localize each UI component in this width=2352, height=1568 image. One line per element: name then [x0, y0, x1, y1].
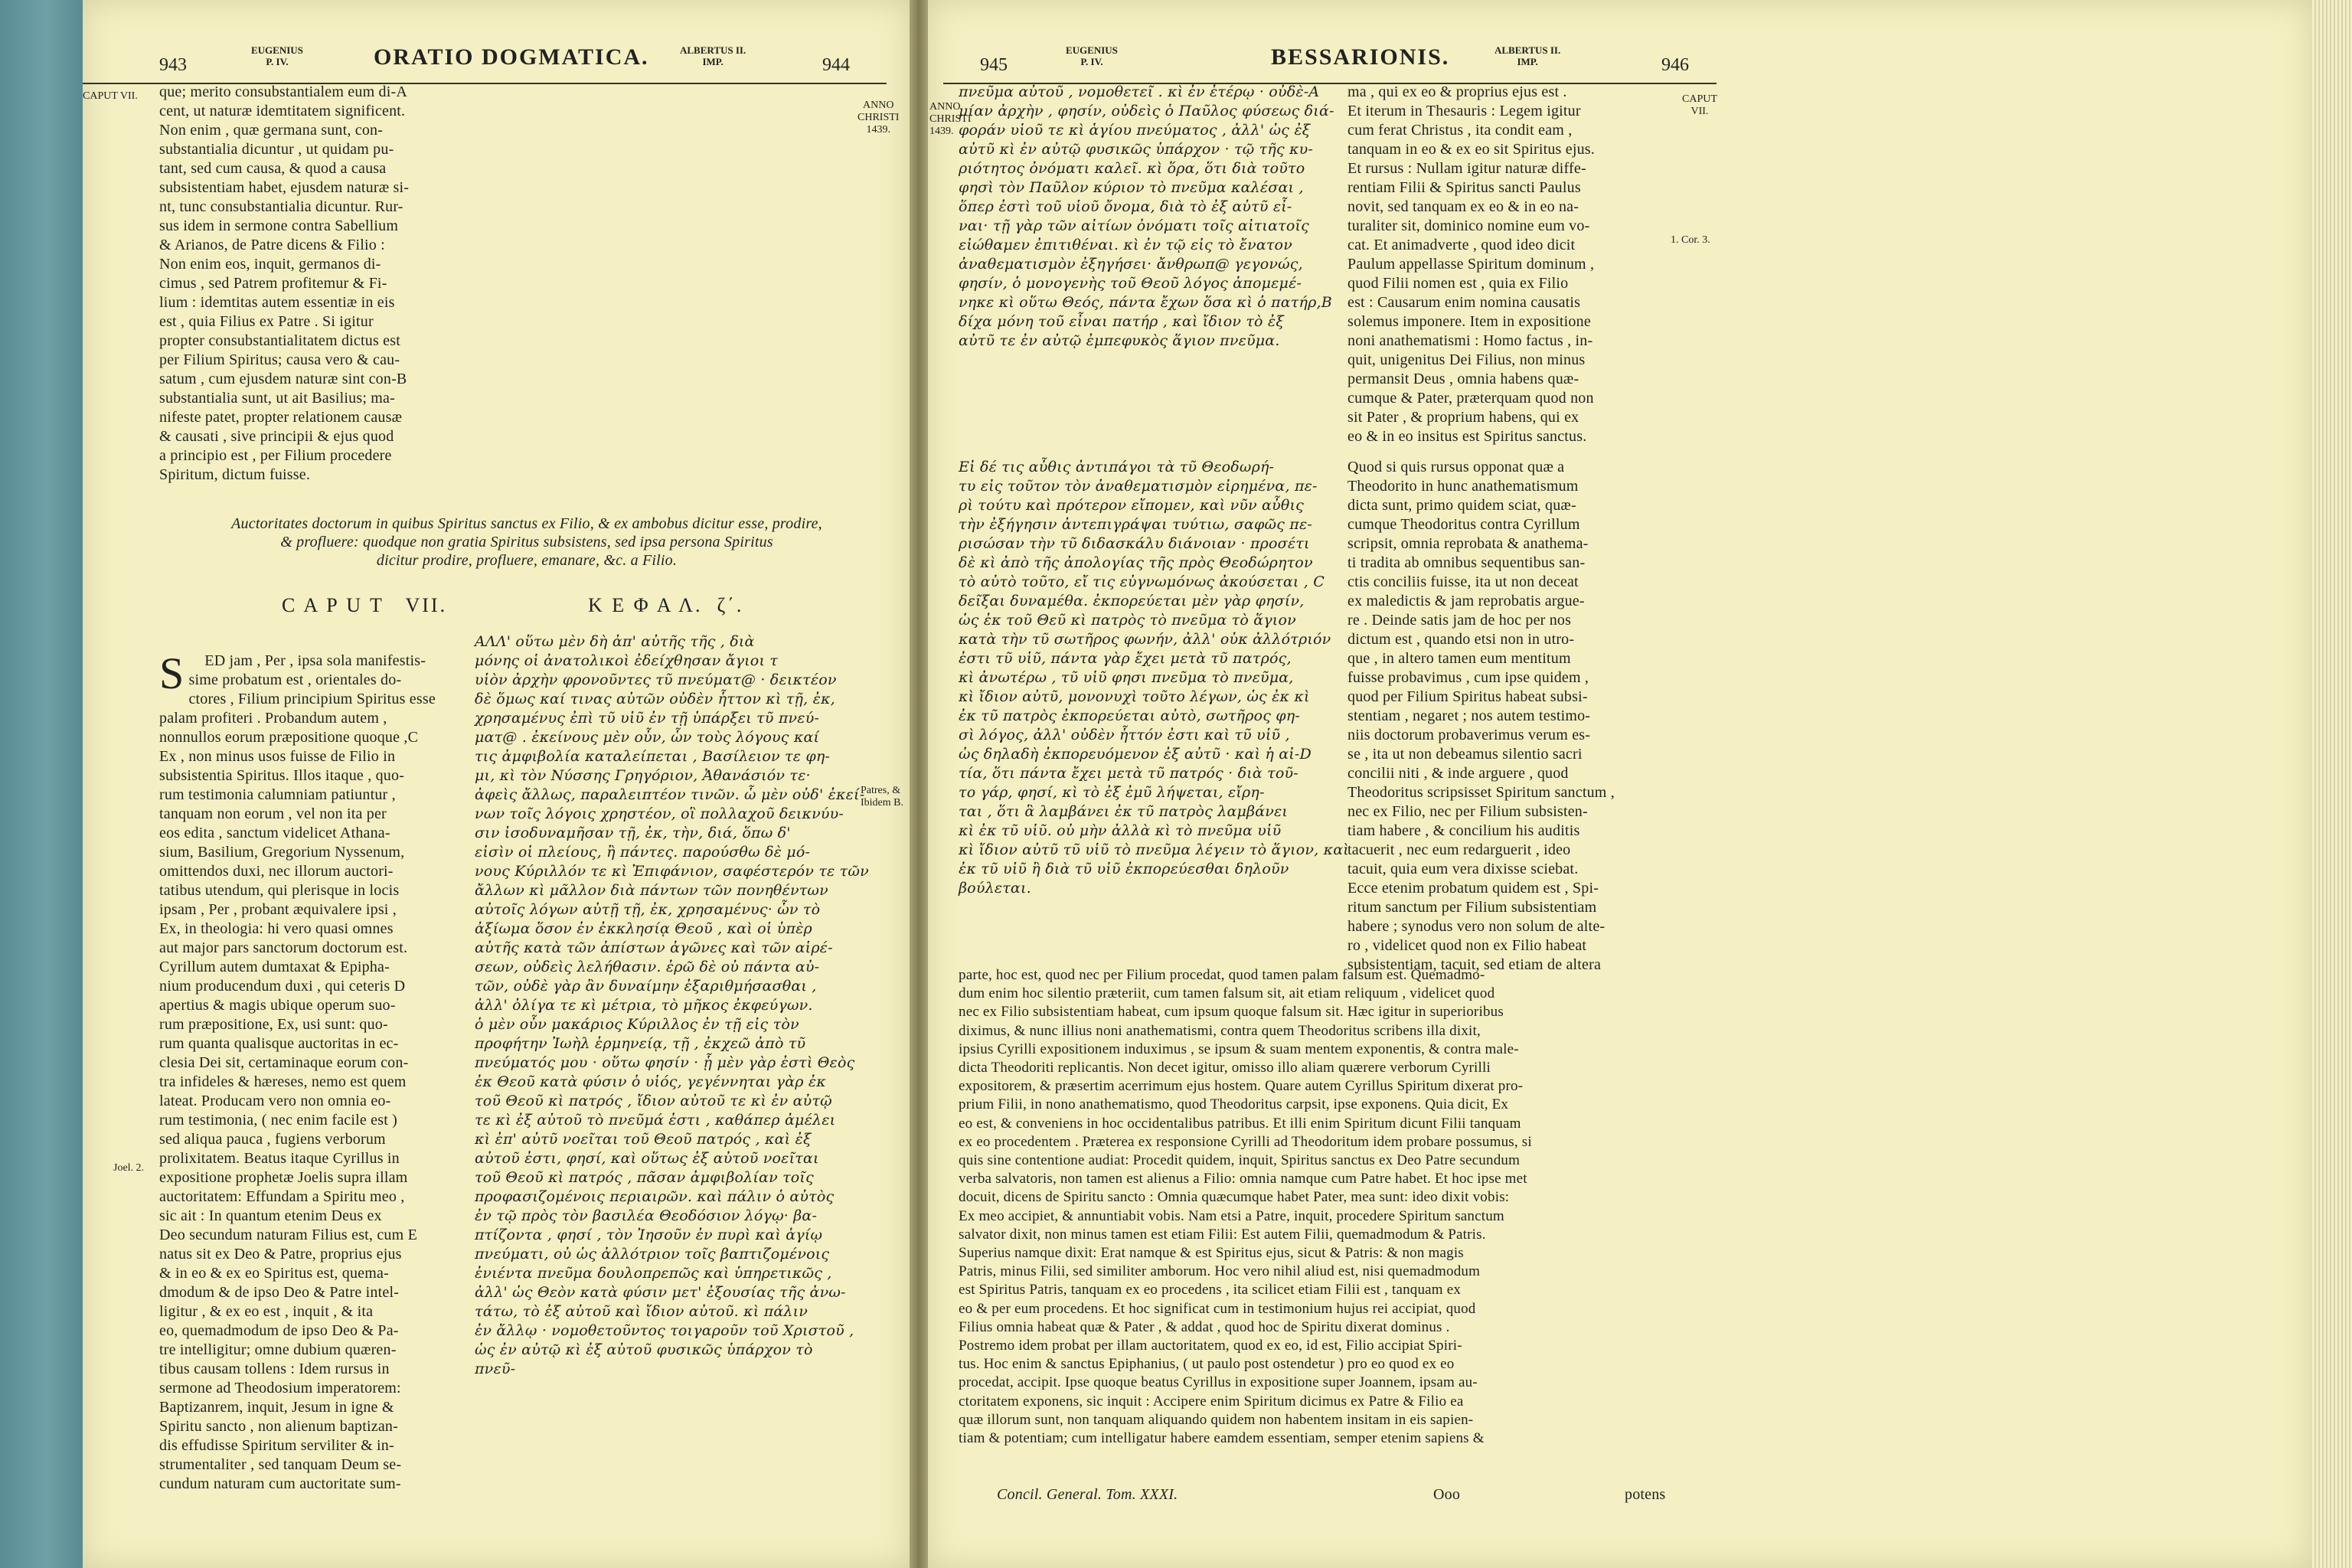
right-header-pope: EUGENIUS P. IV.: [1066, 44, 1118, 67]
left-latin-main-text: ED jam , Per , ipsa sola manifestis- sime probatum est , orientales do- ctores , Filium principium Spiritus esse palam profiteri . Probandum autem , nonnullos eorum præpositione quoque ,C Ex , non minus usos fuisse de Filio in subsistentia Spiritus. Illos itaque , quo- rum testimonia calumniam patiuntur , tanquam non eorum , vel non ita per eos edita , sanctum videlicet Athana- sium, Basilium, Gregorium Nyssenum, omittendos duxi, nec illorum auctori- tatibus utendum, qui plerisque in locis ipsam , Per , probant æquivalere ipsi , Ex, in theologia: hi vero quasi omnes aut major pars sanctorum doctorum est. Cyrillum autem dumtaxat & Epipha- nium producendum duxi , qui ceteris D apertius & magis ubique operum suo- rum præpositione, Ex, usi sunt: quo- rum quanta qualisque auctoritas in ec- clesia Dei sit, certaminaque eorum con- tra infideles & hæreses, nemo est quem lateat. Producam vero non omnia eo- rum testimonia, ( nec enim facile est ) sed aliqua pauca , fugiens verborum prolixitatem. Beatus itaque Cyrillus in expositione prophetæ Joelis supra illam auctoritatem: Effundam a Spiritu meo , sic ait : In quantum etenim Deus ex Deo secundum naturam Filius est, cum E natus sit ex Deo & Patre, proprius ejus & in eo & ex eo Spiritus est, quema- dmodum & de ipso Deo & Patre intel- ligitur , & ex eo est , inquit , & ita eo, quemadmodum de ipso Deo & Pa- tre intelligitur; omne dubium quæren- tibus causam tollens : Idem rursus in sermone ad Theodosium imperatorem: Baptizanrem, inquit, Jesum in igne & Spiritu sancto , non alienum baptizan- dis effudisse Spiritum serviliter & in- strumentaliter , sed tanquam Deum se- cundum naturam cum auctoritate sum-: [159, 652, 436, 1492]
left-page-number: 943: [159, 55, 187, 75]
left-greek-main: ΑΛΛ' οὕτω μὲν δὴ ἀπ' αὐτῆς τῆς , διὰ μόνης οἱ ἀνατολικοὶ ἐδείχθησαν ἄγιοι τ υἱὸν ἀρχὴν φρονοῦντες τῦ πνεύματ@ · δεικτέον δὲ ὅμως καί τινας αὐτῶν οὐδὲν ἧττον κὶ τῇ, ἐκ, χρησαμένυς ἐπὶ τῦ υἱῦ ἐν τῇ ὑπάρξει τῦ πνεύ- ματ@ . ἐκείνους μὲν οὖν, ὧν τοὺς λόγους καί τις ἀμφιβολία καταλείπεται , Βασίλειον τε φη- μι, κὶ τὸν Νύσσης Γρηγόριον, Ἀθανάσιόν τε· ἀφεὶς ἄλλως, παραλειπτέον τινῶν. ὧ μὲν οὐδ' ἐκεί- νων τοῖς λόγοις χρηστέον, οἳ πολλαχοῦ δεικνύυ- σιν ἰσοδυναμῆσαν τῇ, ἐκ, τὴν, διά, ὅπω δ' εἰσὶν οἱ πλείους, ἢ πάντες. παρούσθω δὲ μό- νους Κύριλλόν τε κὶ Ἐπιφάνιον, σαφέστερόν τε τῶν ἄλλων κὶ μᾶλλον διὰ πάντων τῶν πονηθέντων αὐτοῖς λόγων αὐτῇ τῇ, ἐκ, χρησαμένυς· ὧν τὸ ἀξίωμα ὅσον ἐν ἐκκλησίᾳ Θεοῦ , καὶ οἱ ὑπὲρ αὐτῆς κατὰ τῶν ἀπίστων ἀγῶνες καὶ τῶν αἱρέ- σεων, οὐδεὶς λελήθασιν. ἐρῶ δὲ οὐ πάντα αὐ- τῶν, οὐδὲ γὰρ ἂν δυναίμην ἐξαριθμήσασθαι , ἀλλ' ὀλίγα τε κὶ μέτρια, τὸ μῆκος ἐκφεύγων. ὁ μὲν οὖν μακάριος Κύριλλος ἐν τῇ εἰς τὸν προφήτην Ἰωὴλ ἑρμηνείᾳ, τῇ , ἐκχεῶ ἀπὸ τῦ πνεύματός μου · οὕτω φησίν · ᾗ μὲν γὰρ ἐστὶ Θεὸς ἐκ Θεοῦ κατὰ φύσιν ὁ υἱός, γεγέννηται γὰρ ἐκ τοῦ Θεοῦ κὶ πατρός , ἴδιον αὐτοῦ τε κὶ ἐν αὐτῷ τε κὶ ἐξ αὐτοῦ τὸ πνεῦμά ἐστι , καθάπερ ἀμέλει κὶ ἐπ' αὐτῦ νοεῖται τοῦ Θεοῦ πατρός , καὶ ἐξ αὐτοῦ ἐστι, φησί, καὶ οὕτως ἐξ αὐτοῦ νοεῖται τοῦ Θεοῦ κὶ πατρός , πᾶσαν ἀμφιβολίαν τοῖς προφασιζομένοις περιαιρῶν. καὶ πάλιν ὁ αὐτὸς ἐν τῷ πρὸς τὸν βασιλέα Θεοδόσιον λόγῳ· βα- πτίζοντα , φησί , τὸν Ἰησοῦν ἐν πυρὶ καὶ ἁγίῳ πνεύματι, οὐ ὡς ἀλλότριον τοῖς βαπτιζομένοις ἐνιέντα πνεῦμα δουλοπρεπῶς καὶ ὑπηρετικῶς , ἀλλ' ὡς Θεὸν κατὰ φύσιν μετ' ἐξουσίας τῆς ἀνω- τάτω, τὸ ἐξ αὐτοῦ καὶ ἴδιον αὐτοῦ. κὶ πάλιν ἐν ἄλλῳ · νομοθετοῦντος τοιγαροῦν τοῦ Χριστοῦ , ὡς ἐν αὐτῷ κὶ ἐξ αὐτοῦ φυσικῶς ὑπάρχον τὸ πνεῦ-: [475, 633, 869, 1377]
caput-greek-heading: Κ Ε Φ Α Λ. ζ΄.: [588, 594, 744, 616]
section-title: Auctoritates doctorum in quibus Spiritus sanctus ex Filio, & ex ambobus dicitur esse, prodire, & profluere: quodque non gratia Spiritus subsistens, sed ipsa persona Spiritus dicitur prodire, profluere, emanare, &c. a Filio.: [231, 515, 822, 569]
left-margin-joel: Joel. 2.: [113, 1162, 145, 1174]
left-page: [83, 0, 910, 1568]
caput-latin-heading: C A P U T VII.: [282, 594, 448, 616]
left-page-number-b: 944: [822, 55, 850, 75]
footer-volume: Concil. General. Tom. XXXI.: [997, 1486, 1178, 1503]
footer-signature: Ooo: [1433, 1486, 1461, 1503]
right-page-number: 945: [980, 55, 1008, 75]
right-greek-top: πνεῦμα αὐτοῦ , νομοθετεῖ . κὶ ἐν ἑτέρῳ · οὐδὲ-A μίαν ἀρχὴν , φησίν, οὐδεὶς ὁ Παῦλος φύσεως διά- φοράν υἱοῦ τε κὶ ἁγίου πνεύματος , ἀλλ' ὡς ἐξ αὐτῦ κὶ ἐν αὐτῷ φυσικῶς ὑπάρχον · τῷ τῆς κυ- ριότητος ὀνόματι καλεῖ. κὶ ὅρα, ὅτι διὰ τοῦτο φησὶ τὸν Παῦλον κύριον τὸ πνεῦμα καλέσαι , ὅπερ ἐστὶ τοῦ υἱοῦ ὄνομα, διὰ τὸ ἐξ αὐτῦ εἶ- ναι· τῇ γὰρ τῶν αἰτίων ὀνόματι τοῖς αἰτιατοῖς εἰώθαμεν ἐπιτιθέναι. κὶ ἐν τῷ εἰς τὸ ἔνατον ἀναθεματισμὸν ἐξηγήσει· ἄνθρωπ@ γεγονώς, φησίν, ὁ μονογενὴς τοῦ Θεοῦ λόγος ἀπομεμέ- νηκε κὶ οὕτω Θεός, πάντα ἔχων ὅσα κὶ ὁ πατήρ,B δίχα μόνη τοῦ εἶναι πατήρ , καὶ ἴδιον τὸ ἐξ αὐτῦ τε ἐν αὐτῷ ἐμπεφυκὸς ἅγιον πνεῦμα.: [959, 83, 1334, 349]
left-latin-main: [159, 632, 436, 1513]
right-latin-top: ma , qui ex eo & proprius ejus est . Et iterum in Thesauris : Legem igitur cum ferat Christus , ita condit eam , tanquam in eo & ex eo sit Spiritus ejus. Et rursus : Nullam igitur naturæ diffe- rentiam Filii & Spiritus sancti Paulus novit, sed tanquam ex eo & in eo na- turaliter sit, dominico nomine eum vo- cat. Et animadverte , quod ideo dicit Paulum appellasse Spiritum dominum , quod Filii nomen est , quia ex Filio est : Causarum enim nomina causatis solemus imponere. Item in expositione noni anathematismi : Homo factus , in- quit, unigenitus Dei Filius, non minus permansit Deus , omnia habens quæ- cumque & Pater, præterquam quod non sit Pater , & proprium habens, qui ex eo & in eo insitus est Spiritus sanctus.: [1348, 83, 1595, 445]
right-margin-anno: ANNO CHRISTI 1439.: [929, 101, 972, 137]
right-page-number-b: 946: [1661, 55, 1689, 75]
right-header-emperor: ALBERTUS II. IMP.: [1494, 44, 1561, 67]
right-greek-mid: Εἰ δέ τις αὖθις ἀντιπάγοι τὰ τῦ Θεοδωρή- τυ εἰς τοῦτον τὸν ἀναθεματισμὸν εἰρημένα, πε- ρὶ τούτυ καὶ πρότερον εἴπομεν, καὶ νῦν αὖθις τὴν ἐξήγησιν ἀντεπιγράψαι τυύτιω, σαφῶς πε- ρισώσαν τὴν τῦ διδασκάλυ διάνοιαν · προσέτι δὲ κὶ ἀπὸ τῆς ἀπολογίας τῆς πρὸς Θεοδώρητον τὸ αὐτὸ τοῦτο, εἴ τις εὐγνωμόνως ἀκούσεται , C δεῖξαι δυναμέθα. ἐκπορεύεται μὲν γὰρ φησίν, ὡς ἐκ τοῦ Θεῦ κὶ πατρὸς τὸ πνεῦμα τὸ ἅγιον κατὰ τὴν τῦ σωτῆρος φωνήν, ἀλλ' οὐκ ἀλλότριόν ἐστι τῦ υἱῦ, πάντα γὰρ ἔχει μετὰ τῦ πατρός, κὶ ἀνωτέρω , τῦ υἱῦ φησι πνεῦμα τὸ πνεῦμα, κὶ ἴδιον αὐτῦ, μονονυχὶ τοῦτο λέγων, ὡς ἐκ κὶ ἐκ τῦ πατρὸς ἐκπορεύεται αὐτὸ, σωτῆρος φη- σὶ λόγος, ἀλλ' οὐδὲν ἧττόν ἐστι καὶ τῦ υἱῦ , ὡς δηλαδὴ ἐκπορευόμενον ἐξ αὐτῦ · καὶ ἡ αἰ-D τία, ὅτι πάντα ἔχει μετὰ τῦ πατρός · διὰ τοῦ- το γάρ, φησί, κὶ τὸ ἐξ ἐμῦ λήψεται, εἴρη- ται , ὅτι ἃ λαμβάνει ἐκ τῦ πατρὸς λαμβάνει κὶ ἐκ τῦ υἱῦ. οὐ μὴν ἀλλὰ κὶ τὸ πνεῦμα υἱῦ κὶ ἴδιον αὐτῦ τῦ υἱῦ τὸ πνεῦμα λέγειν τὸ ἅγιον, καὶ ἐκ τῦ υἱῦ ἢ διὰ τῦ υἱῦ ἐκπορεύεσθαι δηλοῦν βούλεται.: [959, 459, 1349, 897]
left-margin-caput: CAPUT VII.: [83, 90, 138, 102]
left-latin-top: que; merito consubstantialem eum di-A cent, ut naturæ idemtitatem significent. Non enim , quæ germana sunt, con- substantialia dicuntur , ut quidam pu- tant, sed cum causa, & quod a causa subsistentiam habet, ejusdem naturæ si- nt, tunc consubstantialia dicuntur. Rur- sus idem in sermone contra Sabellium & Arianos, de Patre dicens & Filio : Non enim eos, inquit, germanos di- cimus , sed Patrem profitemur & Fi- lium : idemtitas autem essentiæ in eis est , quia Filius ex Patre . Si igitur propter consubstantialitatem dictus est per Filium Spiritus; causa vero & cau- satum , cum ejusdem naturæ sint con-B substantialia sunt, ut ait Basilius; ma- nifeste patet, propter relationem causæ & causati , sive principii & ejus quod a principio est , per Filium procedere Spiritum, dictum fuisse.: [159, 83, 410, 483]
right-page: [928, 0, 2312, 1568]
left-margin-anno: ANNO CHRISTI 1439.: [858, 100, 900, 136]
right-margin-caput: CAPUT VII.: [1682, 93, 1717, 117]
right-header-title: BESSARIONIS.: [1271, 44, 1450, 70]
left-margin-patres: Patres, & Ibidem B.: [861, 785, 903, 808]
drop-cap-s: S: [159, 648, 185, 698]
left-header-pope: EUGENIUS P. IV.: [251, 44, 303, 67]
left-header-emperor: ALBERTUS II. IMP.: [680, 44, 746, 67]
right-latin-bottom: parte, hoc est, quod nec per Filium procedat, quod tamen palam falsum est. Quemadmo- dum enim hoc silentio præteriit, cum tamen falsum sit, ait etiam reliquum , videlicet quod nec ex Filio subsistentiam habeat, cum ipsum quoque falsum sit. Hæc igitur in superioribus diximus, & nunc illius noni anathematismi, contra quem Theodoritus scribens illa dixit, ipsius Cyrilli expositionem induximus , se ipsum & suam mentem exponentis, & contra male- dicta Theodoriti replicantis. Non decet igitur, omisso illo aliam quærere verborum Cyrilli expositorem, & præsertim acerrimum ejus hostem. Quare autem Cyrillus Spiritum dixerat pro- prium Filii, in nono anathematismo, quod Theodoritus carpsit, ipse exponens. Quia dicit, Ex eo est, & conveniens in hoc occidentalibus patribus. Et illi enim Spiritum dicunt Filii tanquam ex eo procedentem . Præterea ex responsione Cyrilli ad Theodoritum idem probare possumus, si quis sine contentione audiat: Procedit quidem, inquit, Spiritus sanctus ex Deo Patre secundum verba salvatoris, non tamen est alienus a Filio: omnia namque cum Patre habet. Et hoc ipse met docuit, dicens de Spiritu sancto : Omnia quæcumque habet Pater, mea sunt: ideo dixit vobis: Ex meo accipiet, & annuntiabit vobis. Nam etsi a Patre, inquit, procedere Spiritum sanctum salvator dixit, non minus tamen est etiam Filii: Est autem Filii, quemadmodum & Patris. Superius namque dixit: Erat namque & est Spiritus ejus, sicut & Patris: & non magis Patris, minus Filii, sed similiter amborum. Hoc vero nihil aliud est, nisi quemadmodum est Spiritus Patris, tanquam ex eo procedens , ita scilicet etiam Filii est , tanquam ex eo & per eum procedens. Et hoc significat cum in testimonium hujus rei accipiat, quod Filius omnia habeat quæ & Pater , & addat , quod hoc de Spiritu dixerat dominus . Postremo idem probat per illam auctoritatem, quod ex eo, id est, Filio accipiat Spiri- tus. Hoc enim & sanctus Epiphanius, ( ut paulo post ostendetur ) pro eo quod ex eo procedat, accipit. Ipse quoque beatus Cyrillus in expositione super Joannem, ipsam au- ctoritatem exponens, sic inquit : Accipere enim Spiritum dicimus ex Patre & Filio ea quæ illorum sunt, non tanquam aliquando quidem non habentem insitam in eis sapien- tiam & potentiam; cum intelligatur habere eamdem essentiam, semper etenim sapiens &: [959, 967, 1532, 1447]
left-header-title: ORATIO DOGMATICA.: [374, 44, 649, 70]
right-latin-mid: Quod si quis rursus opponat quæ a Theodorito in hunc anathematismum dicta sunt, primo quidem sciat, quæ- cumque Theodoritus contra Cyrillum scripsit, omnia reprobata & anathema- ti tradita ab omnibus sequentibus san- ctis conciliis fuisse, ita ut non deceat ex maledictis & jam reprobatis argue- re . Deinde satis jam de hoc per nos dictum est , quando etsi non in utro- que , in altero tamen eum mentitum fuisse probavimus , cum ipse quidem , quod per Filium Spiritus habeat subsi- stentiam , negaret ; nos autem testimo- niis doctorum probaverimus verum es- se , ita ut non debeamus silentio sacri concilii niti , & inde arguere , quod Theodoritus scripsisset Spiritum sanctum , nec ex Filio, nec per Filium subsisten- tiam habere , & concilium his auditis tacuerit , nec eum redarguerit , ideo tacuit, quia eum vera dixisse sciebat. Ecce etenim probatum quidem est , Spi- ritum sanctum per Filium subsistentiam habere ; synodus vero non solum de alte- ro , videlicet quod non ex Filio habeat subsistentiam, tacuit, sed etiam de altera: [1348, 459, 1615, 973]
footer-catchword: potens: [1625, 1486, 1666, 1503]
right-margin-cor: 1. Cor. 3.: [1671, 234, 1710, 246]
